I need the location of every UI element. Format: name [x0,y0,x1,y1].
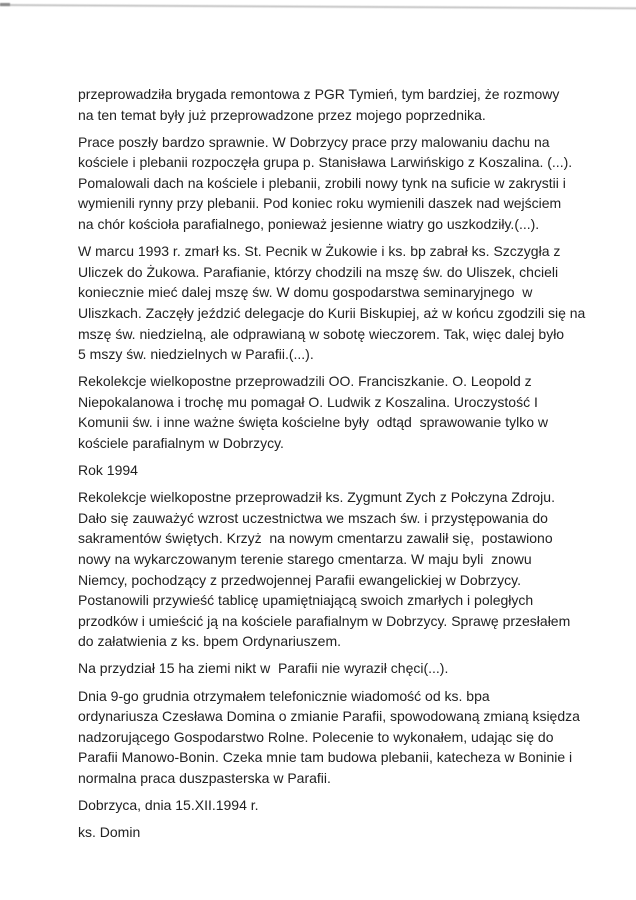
scan-edge-artifact [0,4,636,9]
document-line: Dało się zauważyć wzrost uczestnictwa we mszach św. i przystępowania do [78,509,548,526]
paragraph [78,371,623,453]
document-line: koniecznie mieć dalej mszę św. W domu gospodarstwa seminaryjnego w [78,284,533,301]
document-line: Na przydział 15 ha ziemi nikt w Parafii nie wyraził chęci(...). [78,660,449,677]
document-line: nadzorującego Gospodarstwo Rolne. Polecenie to wykonałem, udając się do [78,728,554,745]
document-line: normalna praca duszpasterska w Parafii. [78,769,331,786]
document-line: na chór kościoła parafialnego, ponieważ jesienne wiatry go uszkodziły.(...). [78,216,540,233]
document-line: przeprowadziła brygada remontowa z PGR Tymień, tym bardziej, że rozmowy [78,86,560,102]
document-line: Niemcy, pochodzący z przedwojennej Parafii ewangelickiej w Dobrzycy. [78,571,522,588]
paragraph [78,686,623,789]
document-line: ks. Domin [78,824,141,841]
document-line: sakramentów świętych. Krzyż na nowym cmentarzu zawalił się, postawiono [78,530,553,547]
document-line: W marcu 1993 r. zmarł ks. St. Pecnik w Żukowie i ks. bp zabrał ks. Szczygła z [78,243,561,260]
document-line: Komunii św. i inne ważne święta kościelne były odtąd sprawowanie tylko w [78,414,549,431]
document-line: Parafii Manowo-Bonin. Czeka mnie tam budowa plebanii, katecheza w Boninie i [78,749,573,766]
document-line: Dnia 9-go grudnia otrzymałem telefonicznie wiadomość od ks. bpa [78,687,490,704]
document-text [78,84,623,849]
paragraph [78,241,623,365]
document-line: Rekolekcje wielkopostne przeprowadził ks. Zygmunt Zych z Połczyna Zdroju. [78,489,555,506]
scan-corner-artifact [0,3,10,6]
document-line: Prace poszły bardzo sprawnie. W Dobrzycy prace przy malowaniu dachu na [78,133,550,150]
paragraph [78,84,623,125]
document-line: Dobrzyca, dnia 15.XII.1994 r. [78,797,259,813]
document-line: przodków i umieścić ją na kościele parafialnym w Dobrzycy. Sprawę przesłałem [78,612,571,629]
document-line: nowy na wykarczowanym terenie starego cmentarza. W maju byli znowu [78,550,532,567]
document-line: do załatwienia z ks. bpem Ordynariuszem. [78,633,341,650]
document-line: Uliczek do Żukowa. Parafianie, którzy chodzili na mszę św. do Uliszek, chcieli [78,263,559,280]
document-line: kościele parafialnym w Dobrzycy. [78,435,284,451]
document-line: mszę św. niedzielną, ale odprawianą w sobotę wieczorem. Tak, więc dalej było [78,325,565,342]
document-line: Postanowili przywieść tablicę upamiętniającą swoich zmarłych i poległych [78,592,534,609]
paragraph [78,795,623,816]
document-line: Uliszkach. Zaczęły jeździć delegacje do Kurii Biskupiej, aż w końcu zgodzili się na [78,304,586,321]
paragraph [78,658,623,679]
document-line: Niepokalanowa i trochę mu pomagał O. Ludwik z Koszalina. Uroczystość I [78,393,538,410]
paragraph [78,460,623,481]
document-line: 5 mszy św. niedzielnych w Parafii.(...). [78,346,314,363]
document-line: kościele i plebanii rozpoczęła grupa p. Stanisława Larwińskigo z Koszalina. (...). [78,154,573,171]
document-line: ordynariusza Czesława Domina o zmianie Parafii, spowodowaną zmianą księdza [78,708,580,725]
document-line: wymienili rynny przy plebanii. Pod koniec roku wymienili daszek nad wejściem [78,195,562,212]
document-line: Rekolekcje wielkopostne przeprowadzili OO. Franciszkanie. O. Leopold z [78,373,532,390]
paragraph [78,822,623,843]
paragraph [78,132,623,235]
paragraph [78,487,623,652]
document-line: Pomalowali dach na kościele i plebanii, zrobili nowy tynk na suficie w zakrystii i [78,174,566,191]
document-line: Rok 1994 [78,462,138,479]
document-line: na ten temat były już przeprowadzone przez mojego poprzednika. [78,106,486,123]
